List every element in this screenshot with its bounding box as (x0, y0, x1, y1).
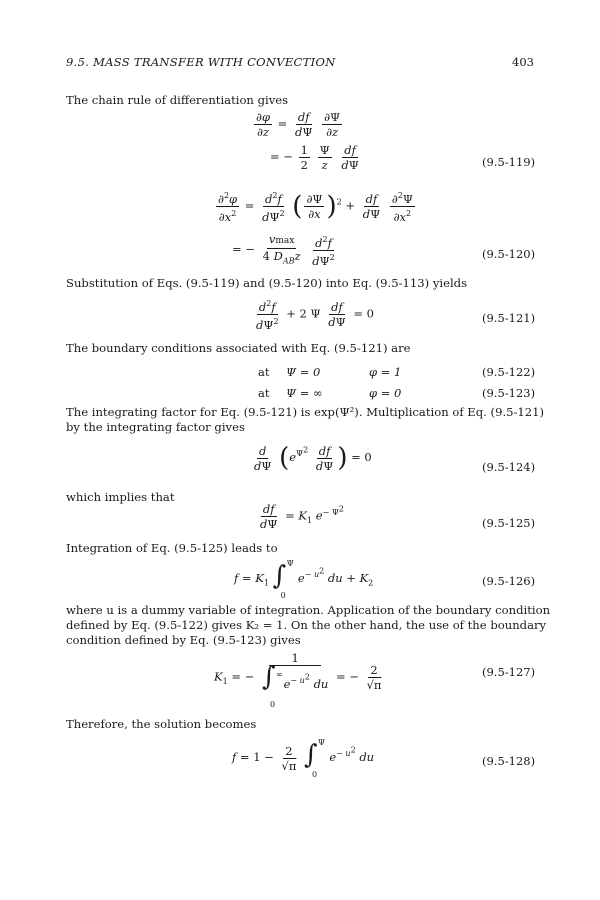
equation-127: $K_1$ = − 1 ∫ ∞ 0 $e^{- u^2}$ du = − $\frac{2}{√\pi}$ (214, 651, 382, 709)
equation-number-128: (9.5-128) (482, 754, 536, 768)
equation-number-125: (9.5-125) (482, 516, 536, 530)
equation-125: $\frac{df}{d\Psi}$ = $K_1$ $e^{- \Psi^2}$ (260, 502, 344, 531)
equation-121: $\frac{d^2f}{d\Psi^2}$ + 2 Ψ $\frac{df}{d\Psi}$ = 0 (256, 299, 374, 332)
paragraph-which-implies: which implies that (66, 490, 175, 504)
paragraph-solution: Therefore, the solution becomes (66, 717, 257, 731)
equation-number-119: (9.5-119) (482, 155, 536, 169)
equation-120-line1: $\frac{\partial^2\varphi}{\partial x^2}$ = $\frac{d^2f}{d\Psi^2}$ ( $\frac{\partial\Psi}{\partial x}$ )$^2$ + $\frac{df}{d\Psi}$ $\frac{\partial^2\Psi}{\partial x^2}$ (218, 191, 413, 224)
paragraph-dummy-variable-line1: where u is a dummy variable of integration. Application of the boundary condition (66, 603, 551, 617)
equation-126: $f = K_1$ ∫ Ψ 0 $e^{- u^2}$ du + $K_2$ (234, 559, 374, 600)
bc1-psi-condition: Ψ = 0 (286, 365, 321, 379)
running-header: 9.5. MASS TRANSFER WITH CONVECTION (66, 55, 336, 69)
equation-number-123: (9.5-123) (482, 386, 536, 400)
page-number: 403 (512, 55, 534, 69)
paragraph-integrating-factor-line1: The integrating factor for Eq. (9.5-121) is exp(Ψ²). Multiplication of Eq. (9.5-121) (66, 405, 545, 419)
paragraph-dummy-variable-line2: defined by Eq. (9.5-122) gives K₂ = 1. On the other hand, the use of the boundary (66, 618, 547, 632)
equation-128: f = 1 − $\frac{2}{√\pi}$ ∫ Ψ 0 $e^{- u^2}$ du (232, 738, 375, 779)
equation-number-126: (9.5-126) (482, 574, 536, 588)
equation-119-line2: = − $\frac{1}{2}$ $\frac{\Psi}{z}$ $\frac{df}{d\Psi}$ (270, 143, 359, 172)
equation-number-120: (9.5-120) (482, 247, 536, 261)
paragraph-substitution: Substitution of Eqs. (9.5-119) and (9.5-120) into Eq. (9.5-113) yields (66, 276, 468, 290)
bc2-psi-condition: Ψ = ∞ (286, 386, 323, 400)
equation-number-121: (9.5-121) (482, 311, 536, 325)
paragraph-boundary-conditions: The boundary conditions associated with Eq. (9.5-121) are (66, 341, 411, 355)
equation-119-line1: $\frac{\partial\varphi}{\partial z}$ = $\frac{df}{d\Psi}$ $\frac{\partial\Psi}{\partial z}$ (256, 110, 341, 139)
equation-number-122: (9.5-122) (482, 365, 536, 379)
equation-124: $\frac{d}{d\Psi}$ ($e^{\Psi^2}$ $\frac{df}{d\Psi}$ ) = 0 (254, 443, 372, 473)
bc1-phi-condition: φ = 1 (369, 365, 402, 379)
bc1-at: at (258, 365, 270, 379)
paragraph-integrating-factor-line2: by the integrating factor gives (66, 420, 245, 434)
paragraph-chain-rule: The chain rule of differentiation gives (66, 93, 289, 107)
bc2-at: at (258, 386, 270, 400)
paragraph-integration: Integration of Eq. (9.5-125) leads to (66, 541, 278, 555)
paragraph-dummy-variable-line3: condition defined by Eq. (9.5-123) gives (66, 633, 301, 647)
equation-number-127: (9.5-127) (482, 665, 536, 679)
equation-120-line2: = − $\frac{vmax}{4 D_{AB}z}$ $\frac{d^2f}{d\Psi^2}$ (232, 232, 335, 268)
equation-number-124: (9.5-124) (482, 460, 536, 474)
bc2-phi-condition: φ = 0 (369, 386, 402, 400)
